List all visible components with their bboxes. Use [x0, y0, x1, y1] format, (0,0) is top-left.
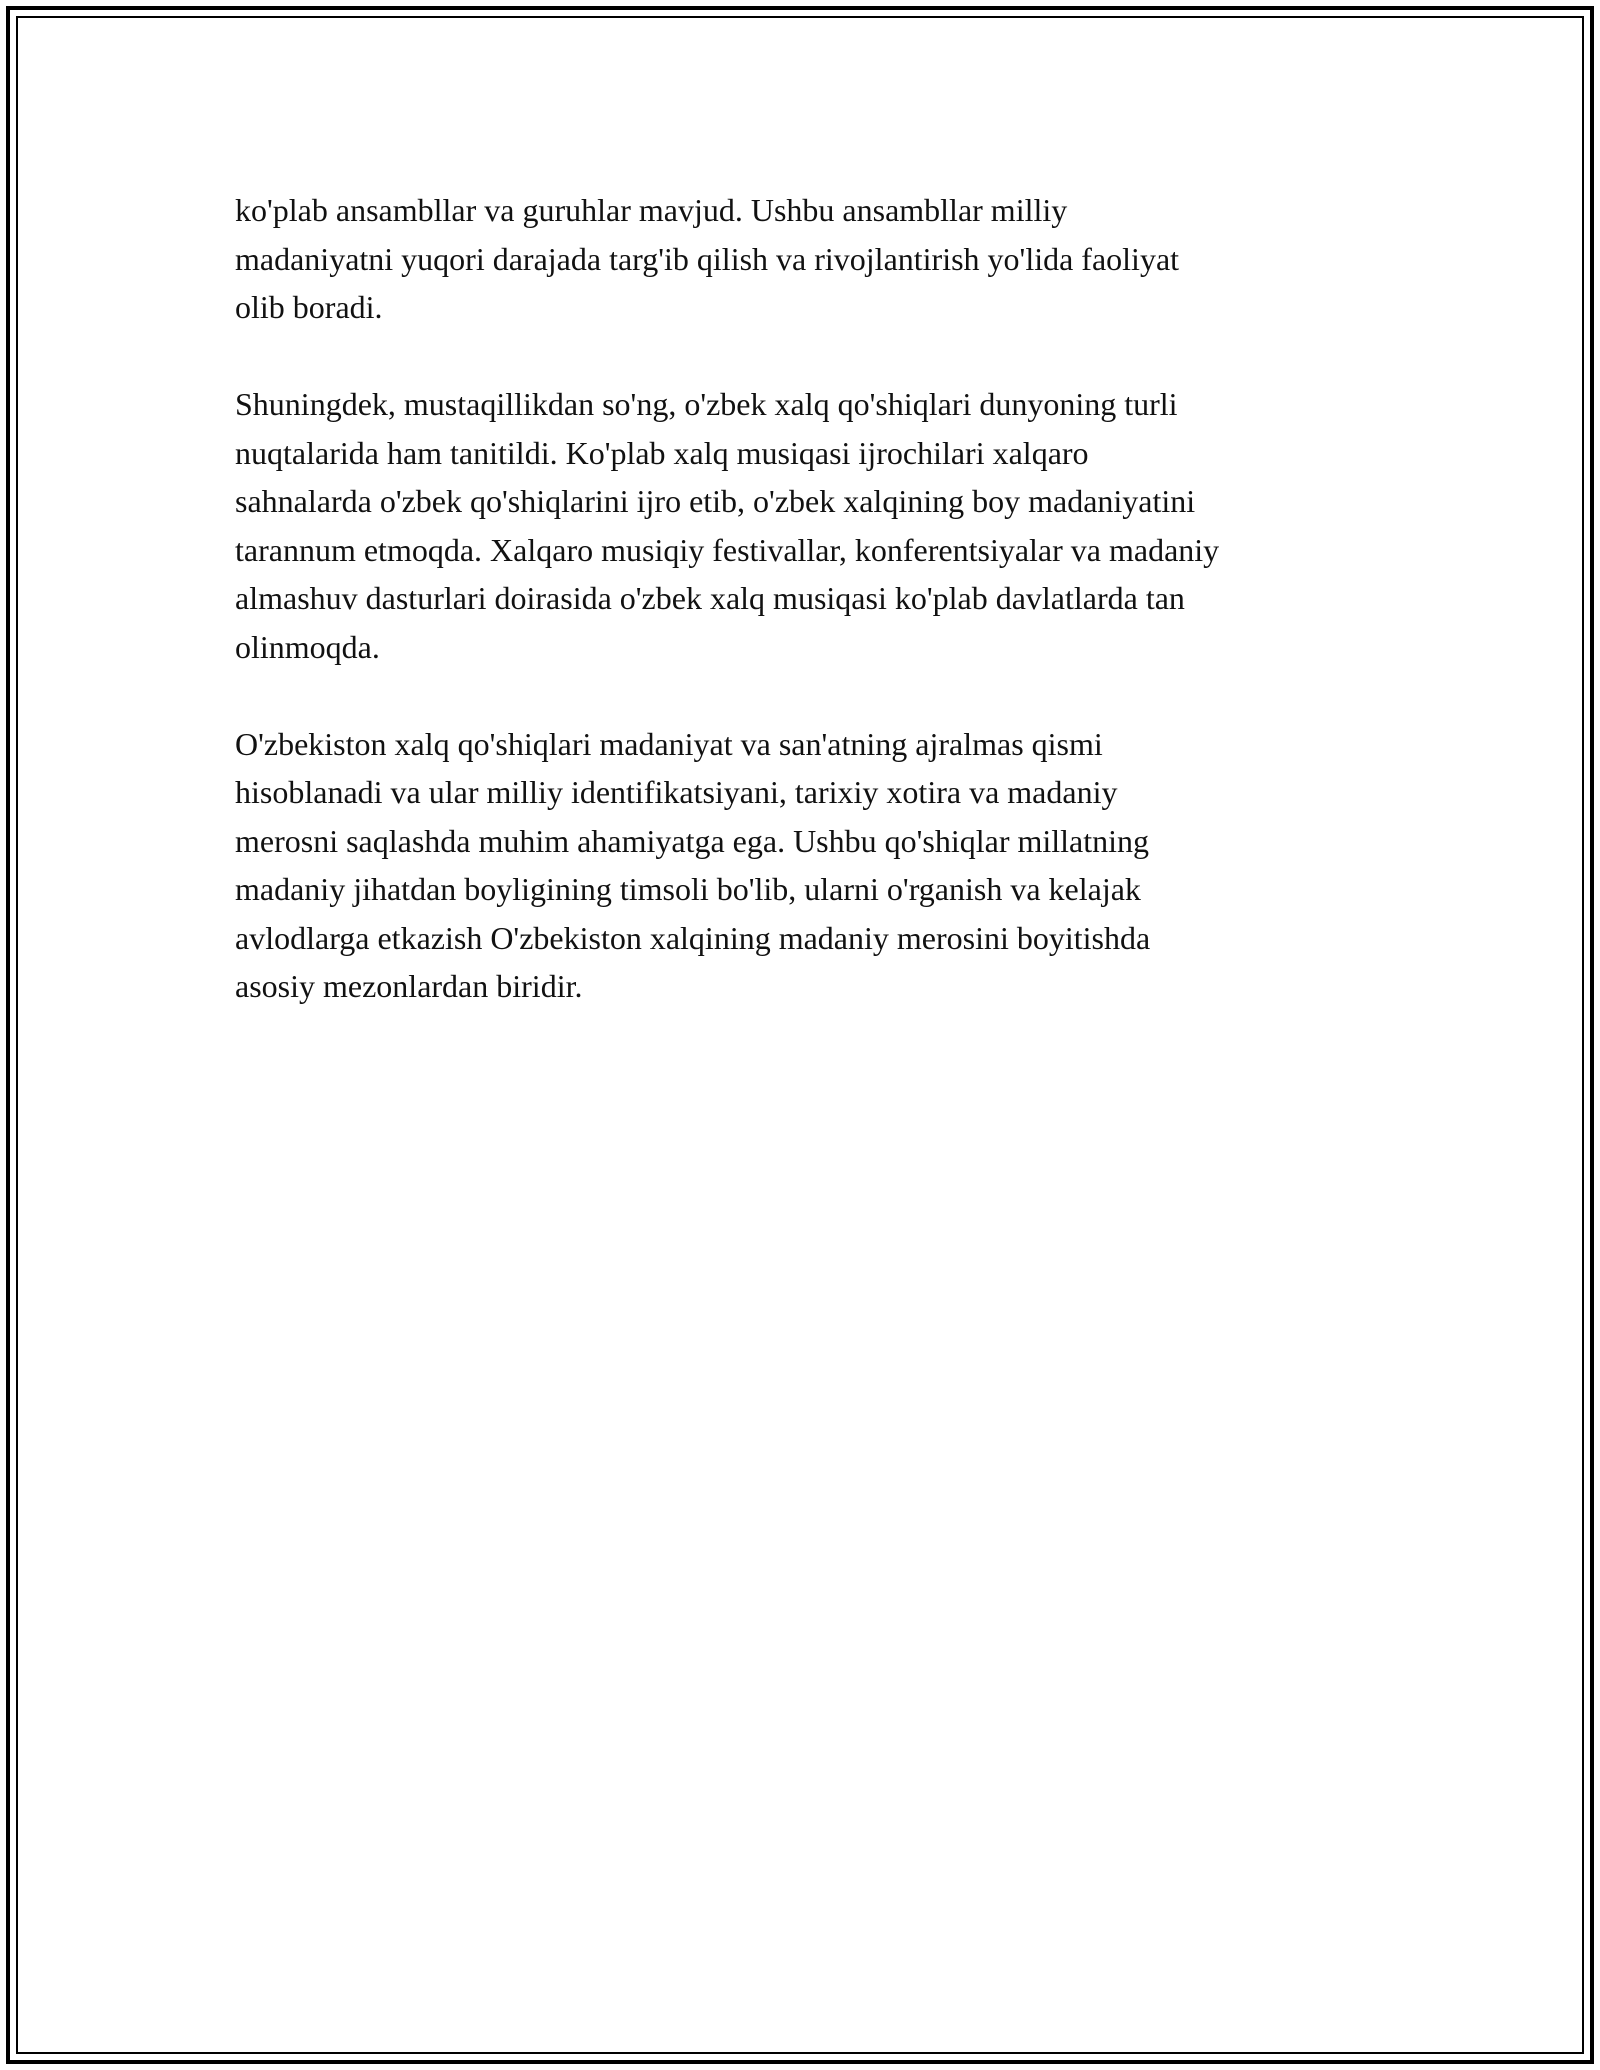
text-line: avlodlarga etkazish O'zbekiston xalqining madaniy merosini boyitishda — [235, 919, 1151, 956]
text-line: asosiy mezonlardan biridir. — [235, 968, 583, 1004]
text-line: hisoblanadi va ular milliy identifikatsiyani, tarixiy xotira va madaniy — [235, 774, 1118, 810]
text-line: merosni saqlashda muhim ahamiyatga ega. Ushbu qo'shiqlar millatning — [235, 822, 1150, 859]
text-line: madaniyatni yuqori darajada targ'ib qilish va rivojlantirish yo'lida faoliyat — [235, 240, 1180, 277]
paragraph-2 — [235, 380, 1385, 671]
text-line: Shuningdek, mustaqillikdan so'ng, o'zbek xalq qo'shiqlari dunyoning turli — [235, 386, 1178, 422]
document-body — [235, 186, 1385, 1059]
text-line: olinmoqda. — [235, 628, 380, 665]
text-line: sahnalarda o'zbek qo'shiqlarini ijro etib, o'zbek xalqining boy madaniyatini — [235, 483, 1196, 519]
text-line: olib boradi. — [235, 289, 383, 325]
paragraph-1 — [235, 186, 1385, 332]
paragraph-3 — [235, 720, 1385, 1011]
text-line: almashuv dasturlari doirasida o'zbek xalq musiqasi ko'plab davlatlarda tan — [235, 580, 1185, 616]
text-line: nuqtalarida ham tanitildi. Ko'plab xalq musiqasi ijrochilari xalqaro — [235, 434, 1089, 471]
text-line: tarannum etmoqda. Xalqaro musiqiy festivallar, konferentsiyalar va madaniy — [235, 531, 1220, 568]
text-line: madaniy jihatdan boyligining timsoli bo'lib, ularni o'rganish va kelajak — [235, 871, 1141, 907]
text-line: ko'plab ansambllar va guruhlar mavjud. Ushbu ansambllar milliy — [235, 192, 1068, 228]
text-line: O'zbekiston xalq qo'shiqlari madaniyat va san'atning ajralmas qismi — [235, 725, 1103, 762]
